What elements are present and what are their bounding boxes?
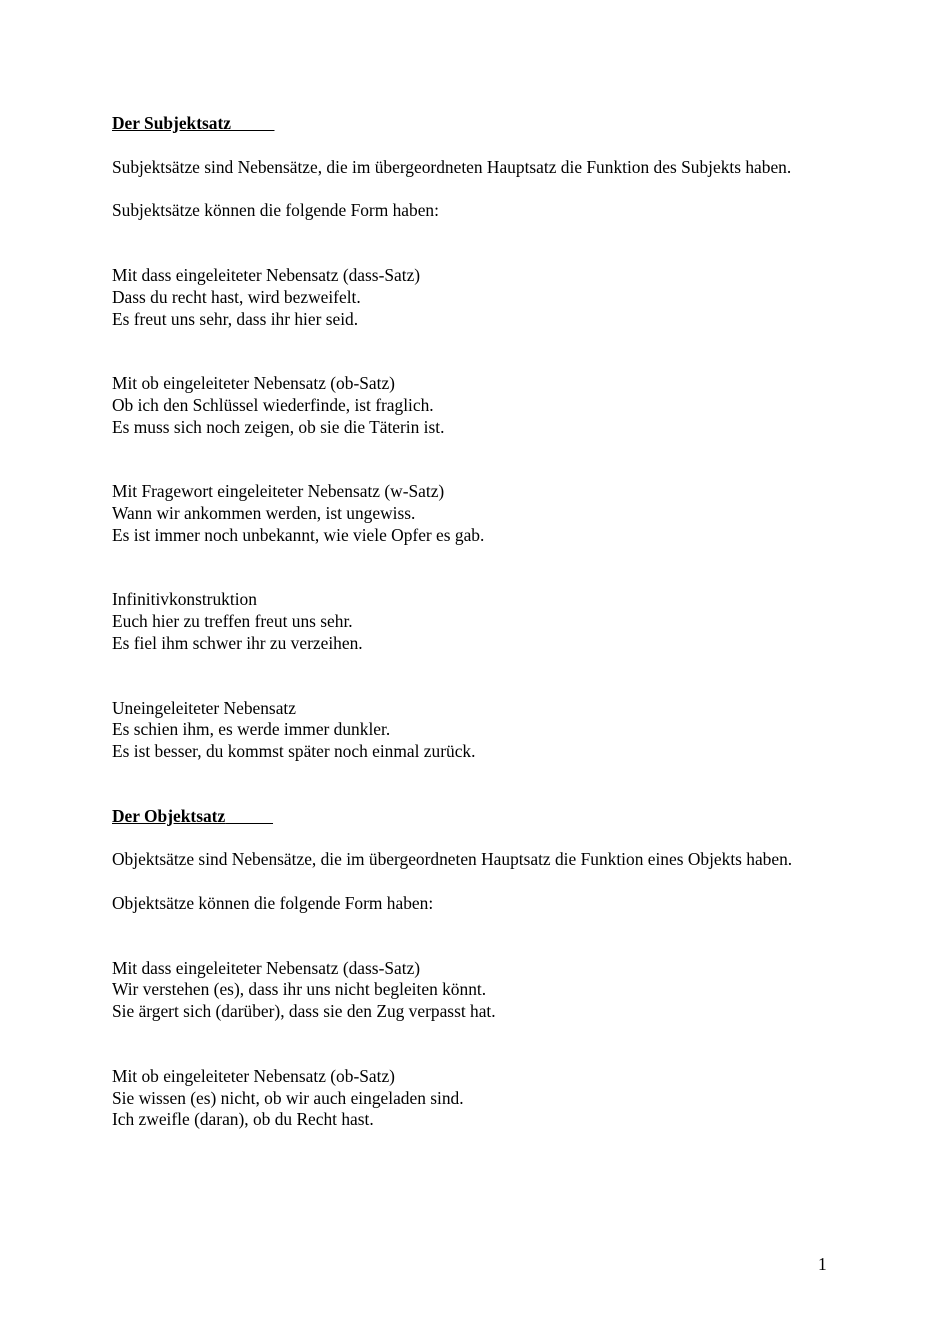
example-group	[112, 589, 832, 654]
example-group	[112, 481, 832, 546]
example-sentence: Es ist immer noch unbekannt, wie viele Opfer es gab.	[112, 524, 485, 545]
example-sentence: Es muss sich noch zeigen, ob sie die Täterin ist.	[112, 416, 445, 437]
section-objektsatz	[112, 806, 832, 1131]
example-sentence: Es schien ihm, es werde immer dunkler.	[112, 719, 391, 740]
example-sentence: Dass du recht hast, wird bezweifelt.	[112, 286, 361, 307]
document-page	[112, 113, 832, 1131]
example-group	[112, 958, 832, 1023]
example-sentence: Ob ich den Schlüssel wiederfinde, ist fraglich.	[112, 394, 434, 415]
group-title: Mit ob eingeleiteter Nebensatz (ob-Satz)	[112, 373, 395, 394]
form-intro: Objektsätze können die folgende Form haben:	[112, 893, 434, 914]
example-sentence: Sie ärgert sich (darüber), dass sie den Zug verpasst hat.	[112, 1001, 496, 1022]
group-title: Mit dass eingeleiteter Nebensatz (dass-Satz)	[112, 957, 421, 978]
example-group	[112, 373, 832, 438]
example-group	[112, 698, 832, 763]
example-group	[112, 265, 832, 330]
example-sentence: Euch hier zu treffen freut uns sehr.	[112, 611, 353, 632]
example-sentence: Wann wir ankommen werden, ist ungewiss.	[112, 503, 416, 524]
group-title: Mit Fragewort eingeleiteter Nebensatz (w-Satz)	[112, 481, 445, 502]
group-title: Mit ob eingeleiteter Nebensatz (ob-Satz)	[112, 1065, 395, 1086]
section-heading: Der Subjektsatz	[112, 113, 231, 133]
page-number: 1	[818, 1254, 827, 1274]
section-intro: Objektsätze sind Nebensätze, die im übergeordneten Hauptsatz die Funktion eines Objekts haben.	[112, 849, 793, 870]
section-intro: Subjektsätze sind Nebensätze, die im übergeordneten Hauptsatz die Funktion des Subjekts haben.	[112, 156, 792, 177]
example-group	[112, 1066, 832, 1131]
example-sentence: Es freut uns sehr, dass ihr hier seid.	[112, 308, 359, 329]
group-title: Mit dass eingeleiteter Nebensatz (dass-Satz)	[112, 265, 421, 286]
form-intro: Subjektsätze können die folgende Form haben:	[112, 200, 439, 221]
group-title: Uneingeleiteter Nebensatz	[112, 697, 296, 718]
section-subjektsatz	[112, 113, 832, 763]
example-sentence: Wir verstehen (es), dass ihr uns nicht begleiten könnt.	[112, 979, 487, 1000]
example-sentence: Ich zweifle (daran), ob du Recht hast.	[112, 1109, 374, 1130]
example-sentence: Es ist besser, du kommst später noch einmal zurück.	[112, 740, 476, 761]
section-heading: Der Objektsatz	[112, 805, 226, 826]
example-sentence: Es fiel ihm schwer ihr zu verzeihen.	[112, 632, 363, 653]
example-sentence: Sie wissen (es) nicht, ob wir auch eingeladen sind.	[112, 1087, 464, 1108]
group-title: Infinitivkonstruktion	[112, 589, 257, 610]
